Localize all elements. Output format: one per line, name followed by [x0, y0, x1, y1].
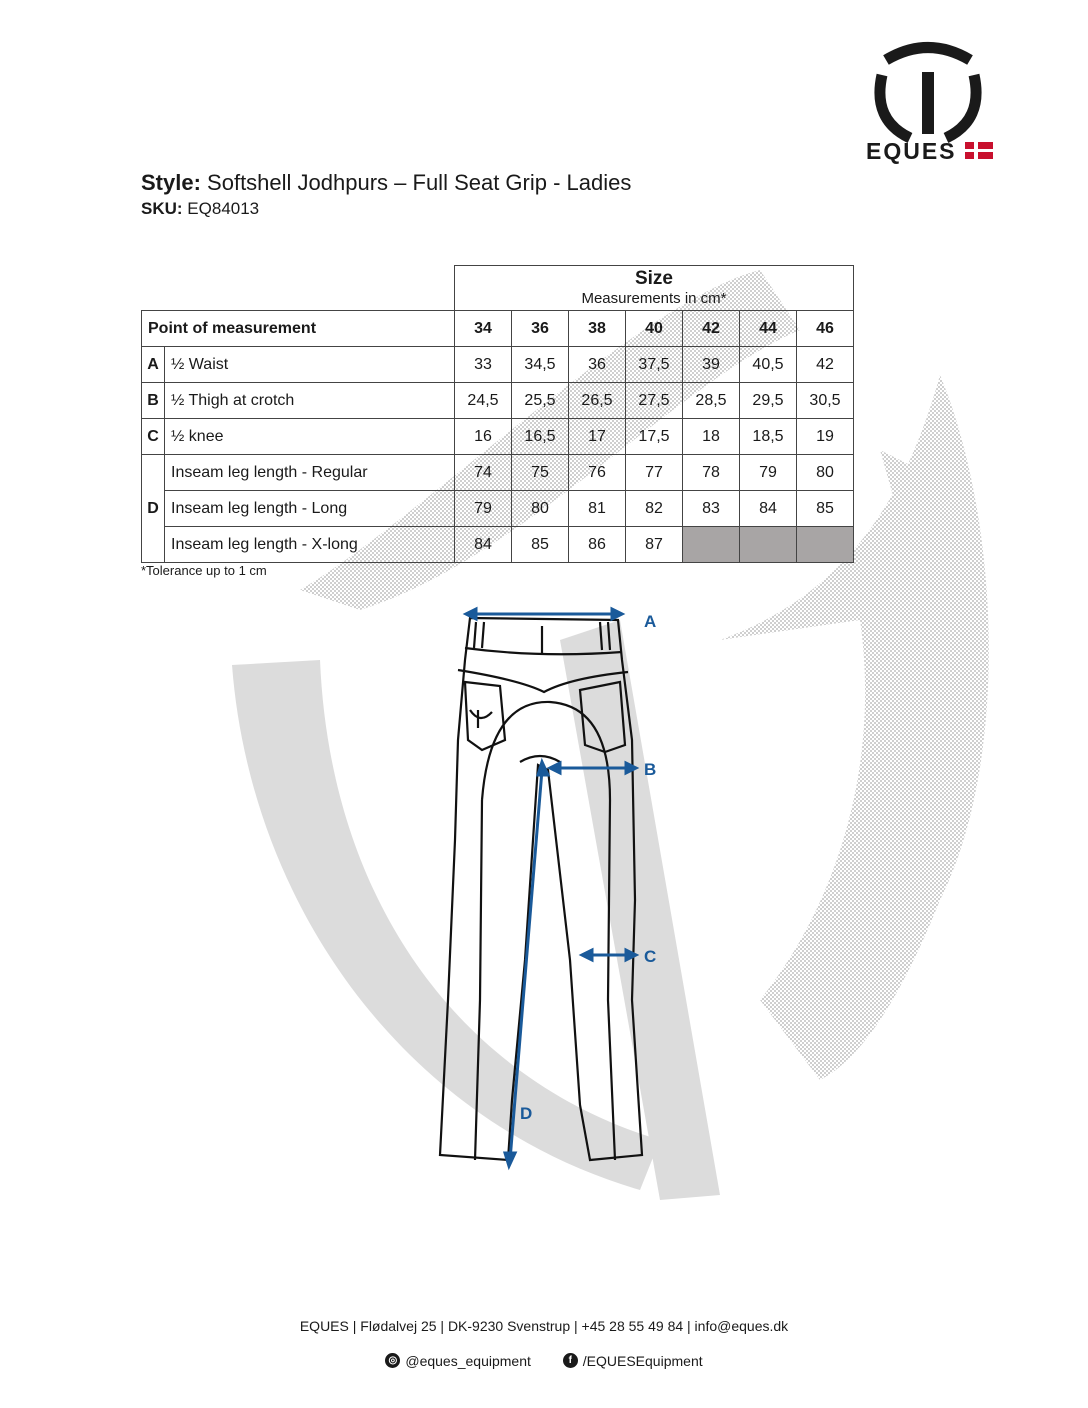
cell: 80 [512, 491, 569, 527]
sku-label: SKU: [141, 199, 183, 218]
row-label: Inseam leg length - Long [165, 491, 455, 527]
row-letter: B [142, 383, 165, 419]
facebook-icon: f [563, 1353, 578, 1368]
footer-contact: EQUES | Flødalvej 25 | DK-9230 Svenstrup | +45 28 55 49 84 | info@eques.dk [299, 1318, 789, 1334]
label-c: C [644, 947, 657, 966]
size-col-header: 34 [455, 311, 512, 347]
cell: 19 [797, 419, 854, 455]
style-value: Softshell Jodhpurs – Full Seat Grip - Ladies [207, 170, 632, 195]
cell: 17,5 [626, 419, 683, 455]
cell: 83 [683, 491, 740, 527]
unavailable-cell [740, 527, 797, 563]
row-letter: C [142, 419, 165, 455]
cell: 34,5 [512, 347, 569, 383]
cell: 85 [797, 491, 854, 527]
footer-social [0, 1350, 1088, 1369]
cell: 18 [683, 419, 740, 455]
cell: 78 [683, 455, 740, 491]
row-letter: A [142, 347, 165, 383]
table-row [142, 455, 854, 491]
instagram-handle: @eques_equipment [405, 1352, 531, 1369]
table-row [142, 383, 854, 419]
table-row [142, 419, 854, 455]
cell: 40,5 [740, 347, 797, 383]
cell: 84 [455, 527, 512, 563]
cell: 27,5 [626, 383, 683, 419]
sku-line [141, 199, 259, 219]
cell: 82 [626, 491, 683, 527]
sku-value: EQ84013 [187, 199, 260, 218]
cell: 81 [569, 491, 626, 527]
row-label: ½ knee [165, 419, 455, 455]
size-col-header: 36 [512, 311, 569, 347]
instagram-link[interactable] [385, 1353, 531, 1369]
cell: 74 [455, 455, 512, 491]
table-row [142, 491, 854, 527]
cell: 36 [569, 347, 626, 383]
cell: 30,5 [797, 383, 854, 419]
cell: 84 [740, 491, 797, 527]
cell: 39 [683, 347, 740, 383]
label-a: A [644, 612, 657, 631]
cell: 75 [512, 455, 569, 491]
row-label: Inseam leg length - Regular [165, 455, 455, 491]
label-d: D [520, 1104, 533, 1123]
size-col-header: 40 [626, 311, 683, 347]
cell: 80 [797, 455, 854, 491]
cell: 25,5 [512, 383, 569, 419]
table-row [142, 527, 854, 563]
instagram-icon: ◎ [385, 1353, 400, 1368]
table-row [142, 347, 854, 383]
cell: 87 [626, 527, 683, 563]
style-label: Style: [141, 170, 201, 195]
size-chart-table [141, 265, 854, 563]
cell: 24,5 [455, 383, 512, 419]
style-title [141, 170, 631, 196]
cell: 33 [455, 347, 512, 383]
row-label: Inseam leg length - X-long [165, 527, 455, 563]
cell: 26,5 [569, 383, 626, 419]
facebook-link[interactable] [563, 1353, 703, 1369]
cell: 16,5 [512, 419, 569, 455]
cell: 77 [626, 455, 683, 491]
cell: 79 [740, 455, 797, 491]
cell: 16 [455, 419, 512, 455]
row-label: ½ Waist [165, 347, 455, 383]
unavailable-cell [797, 527, 854, 563]
cell: 37,5 [626, 347, 683, 383]
cell: 28,5 [683, 383, 740, 419]
tolerance-note: *Tolerance up to 1 cm [141, 563, 267, 578]
size-col-header: 44 [740, 311, 797, 347]
label-b: B [644, 760, 657, 779]
size-col-header: 38 [569, 311, 626, 347]
cell: 29,5 [740, 383, 797, 419]
cell: 76 [569, 455, 626, 491]
cell: 79 [455, 491, 512, 527]
size-col-header: 46 [797, 311, 854, 347]
row-letter-d: D [142, 455, 165, 563]
cell: 85 [512, 527, 569, 563]
unavailable-cell [683, 527, 740, 563]
size-title: Size [634, 268, 674, 289]
cell: 17 [569, 419, 626, 455]
row-label: ½ Thigh at crotch [165, 383, 455, 419]
size-header [455, 266, 854, 311]
cell: 18,5 [740, 419, 797, 455]
pom-header: Point of measurement [142, 311, 455, 347]
facebook-handle: /EQUESEquipment [582, 1352, 703, 1369]
eques-logo-icon [862, 40, 994, 165]
cell: 42 [797, 347, 854, 383]
size-col-header: 42 [683, 311, 740, 347]
brand-name: EQUES [866, 138, 957, 164]
cell: 86 [569, 527, 626, 563]
header-blank [142, 266, 455, 311]
jodhpurs-diagram [420, 600, 680, 1180]
size-subtitle: Measurements in cm* [581, 290, 727, 307]
